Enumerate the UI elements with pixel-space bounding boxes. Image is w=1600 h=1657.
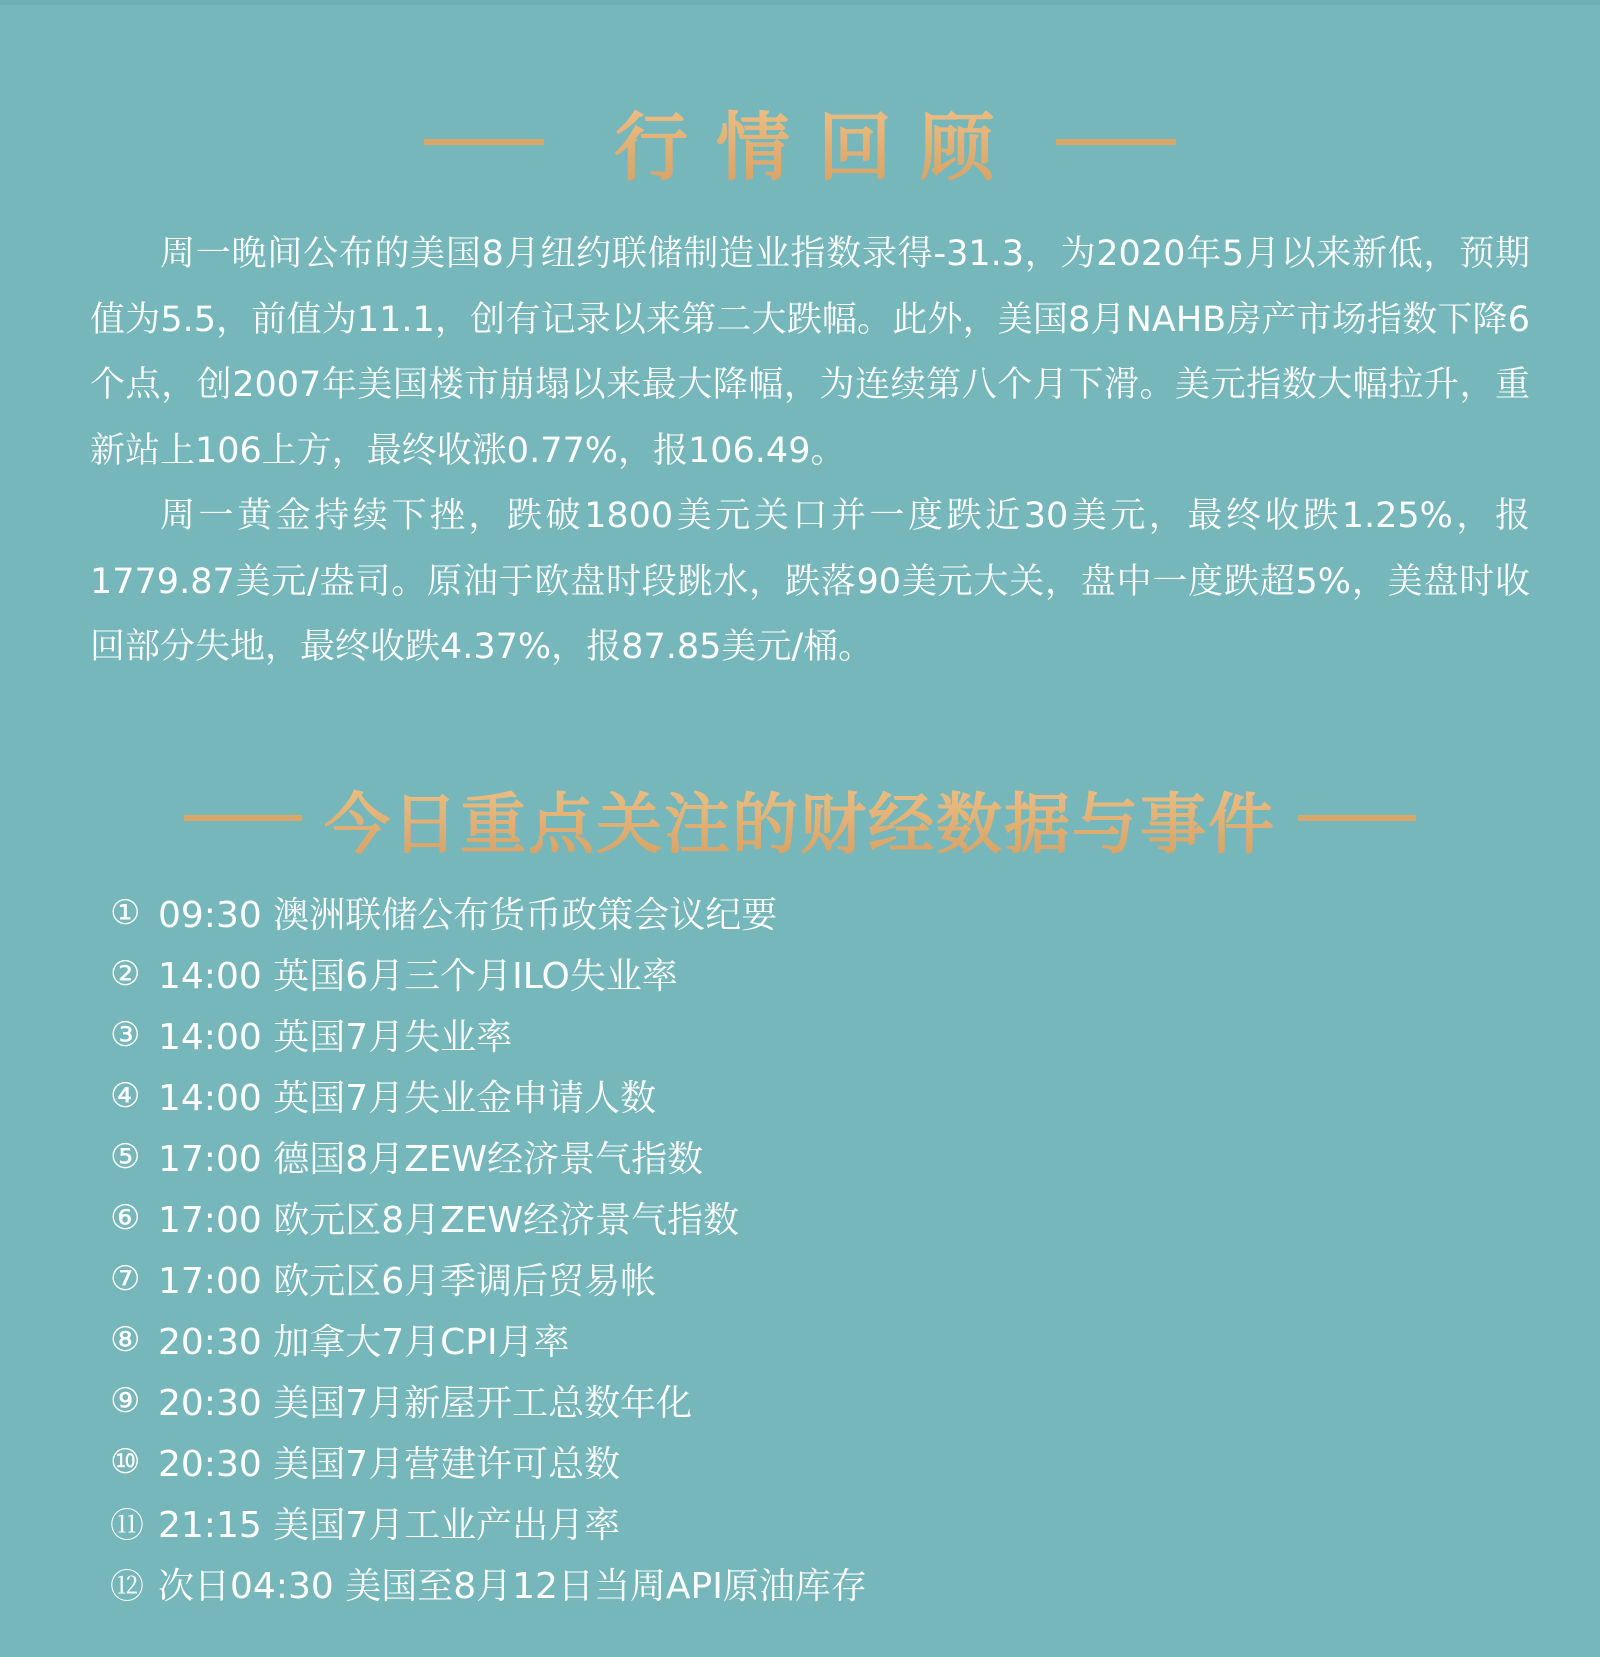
event-number: ⑨ <box>110 1380 141 1421</box>
list-item <box>110 882 1510 943</box>
event-number: ④ <box>110 1075 141 1116</box>
title-rule-left <box>424 139 544 145</box>
list-item <box>110 1248 1510 1309</box>
list-item <box>110 1126 1510 1187</box>
review-body <box>90 222 1530 681</box>
review-section-header <box>0 98 1600 191</box>
list-item <box>110 1187 1510 1248</box>
focus-title: 今日重点关注的财经数据与事件 <box>324 771 1276 866</box>
list-item <box>110 1309 1510 1370</box>
event-text: 20:30 美国7月新屋开工总数年化 <box>158 1383 693 1424</box>
event-text: 14:00 英国6月三个月ILO失业率 <box>158 956 678 997</box>
event-number: ③ <box>110 1014 141 1055</box>
review-paragraph-2: 周一黄金持续下挫，跌破1800美元关口并一度跌近30美元，最终收跌1.25%，报1779.87美元/盎司。原油于欧盘时段跳水，跌落90美元大关，盘中一度跌超5%，美盘时收回部分失地，最终收跌4.37%，报87.85美元/桶。 <box>90 496 1530 667</box>
event-list <box>110 882 1510 1614</box>
title-rule-right <box>1298 815 1416 821</box>
event-text: 17:00 欧元区6月季调后贸易帐 <box>158 1261 657 1302</box>
event-number: ⑥ <box>110 1197 141 1238</box>
list-item <box>110 1553 1510 1614</box>
event-text: 14:00 英国7月失业率 <box>158 1017 513 1058</box>
top-edge <box>0 0 1600 5</box>
event-text: 21:15 美国7月工业产出月率 <box>158 1505 621 1546</box>
event-number: ② <box>110 953 141 994</box>
list-item <box>110 1492 1510 1553</box>
list-item <box>110 1065 1510 1126</box>
event-number: ⑦ <box>110 1258 141 1299</box>
list-item <box>110 1004 1510 1065</box>
event-text: 20:30 美国7月营建许可总数 <box>158 1444 621 1485</box>
event-number: ⑤ <box>110 1136 141 1177</box>
review-title: 行情回顾 <box>614 89 1022 195</box>
event-text: 17:00 欧元区8月ZEW经济景气指数 <box>158 1200 740 1241</box>
event-text: 次日04:30 美国至8月12日当周API原油库存 <box>158 1566 867 1607</box>
event-text: 17:00 德国8月ZEW经济景气指数 <box>158 1139 704 1180</box>
focus-section-header <box>0 776 1600 863</box>
event-number: ⑫ <box>110 1567 144 1607</box>
event-text: 09:30 澳洲联储公布货币政策会议纪要 <box>158 895 778 936</box>
event-text: 20:30 加拿大7月CPI月率 <box>158 1322 570 1363</box>
title-rule-left <box>184 815 302 821</box>
event-number: ⑪ <box>110 1506 144 1546</box>
event-number: ① <box>110 892 141 933</box>
review-paragraph-1: 周一晚间公布的美国8月纽约联储制造业指数录得-31.3，为2020年5月以来新低，预期值为5.5，前值为11.1，创有记录以来第二大跌幅。此外，美国8月NAHB房产市场指数下降6个点，创2007年美国楼市崩塌以来最大降幅，为连续第八个月下滑。美元指数大幅拉升，重新站上106上方，最终收涨0.77%，报106.49。 <box>90 234 1530 471</box>
event-text: 14:00 英国7月失业金申请人数 <box>158 1078 657 1119</box>
list-item <box>110 1370 1510 1431</box>
list-item <box>110 943 1510 1004</box>
list-item <box>110 1431 1510 1492</box>
event-number: ⑧ <box>110 1319 141 1360</box>
title-rule-right <box>1056 139 1176 145</box>
event-number: ⑩ <box>110 1441 141 1482</box>
